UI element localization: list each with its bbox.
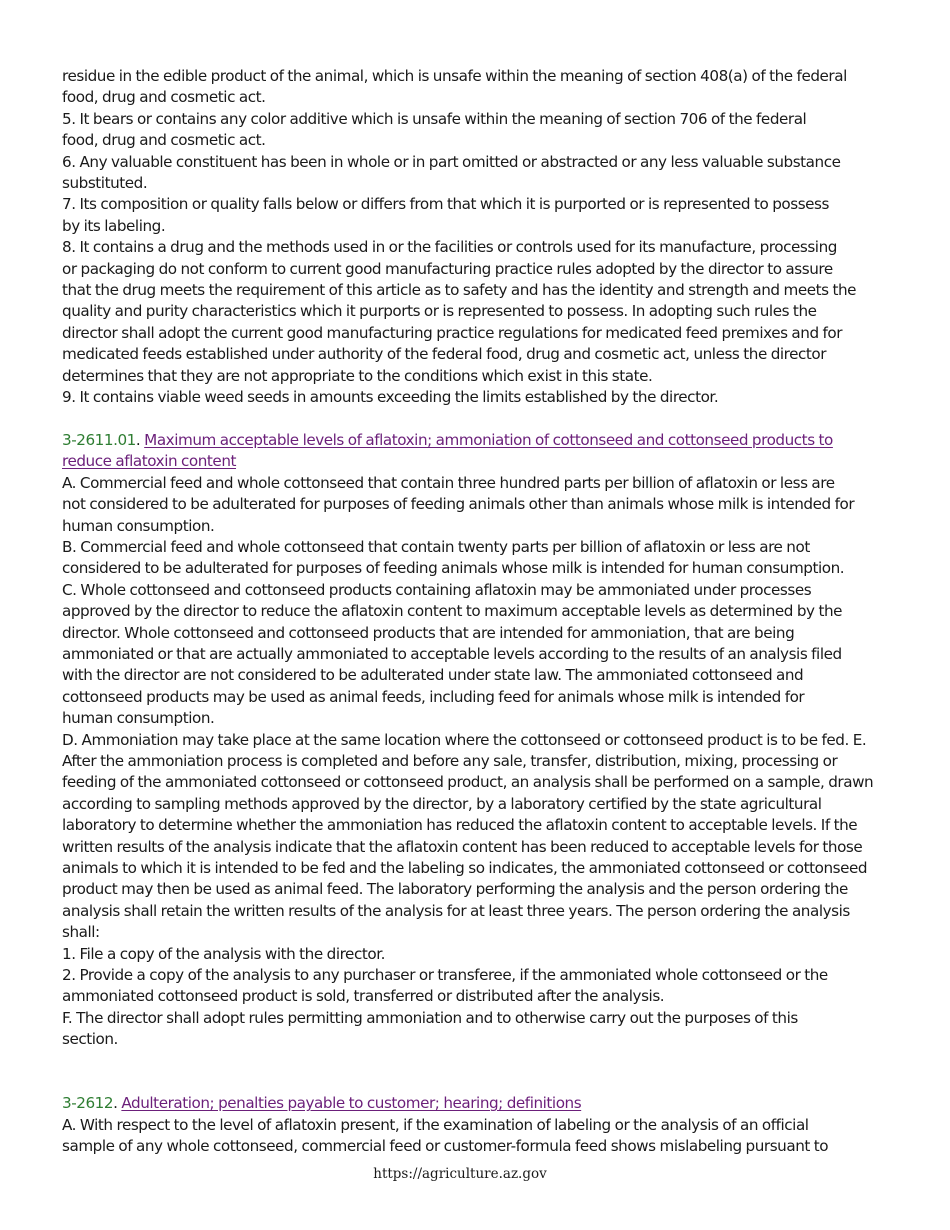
text-line: considered to be adulterated for purposes of feeding animals whose milk is intended for human consumption. [62, 559, 845, 578]
text-line: A. Commercial feed and whole cottonseed that contain three hundred parts per billion of aflatoxin or less are [62, 473, 835, 492]
text-line: F. The director shall adopt rules permitting ammoniation and to otherwise carry out the purposes of this [62, 1008, 798, 1027]
paragraph-gap [62, 1051, 892, 1094]
text-line: D. Ammoniation may take place at the same location where the cottonseed or cottonseed product is to be fed. E. [62, 730, 867, 749]
footer-url: https://agriculture.az.gov [373, 1166, 547, 1182]
section-title-link[interactable]: reduce aflatoxin content [62, 452, 237, 471]
section-3-2611-01 [62, 430, 892, 1051]
paragraph-gap [62, 409, 892, 430]
text-line: product may then be used as animal feed. The laboratory performing the analysis and the person ordering the [62, 880, 848, 899]
text-line: A. With respect to the level of aflatoxin present, if the examination of labeling or the analysis of an official [62, 1115, 809, 1134]
text-line: 1. File a copy of the analysis with the director. [62, 944, 385, 963]
text-line: written results of the analysis indicate that the aflatoxin content has been reduced to acceptable levels for those [62, 837, 863, 856]
text-line: director. Whole cottonseed and cottonseed products that are intended for ammoniation, that are being [62, 623, 795, 642]
text-line: substituted. [62, 174, 148, 193]
text-line: not considered to be adulterated for purposes of feeding animals other than animals whose milk is intended for [62, 495, 855, 514]
section-separator: . [135, 430, 145, 449]
text-line: cottonseed products may be used as animal feeds, including feed for animals whose milk is intended for [62, 687, 805, 706]
section-title-link[interactable]: Maximum acceptable levels of aflatoxin; ammoniation of cottonseed and cottonseed products to [144, 430, 833, 449]
text-line: by its labeling. [62, 216, 166, 235]
document-page [62, 66, 892, 1158]
text-line: 6. Any valuable constituent has been in whole or in part omitted or abstracted or any less valuable substance [62, 152, 841, 171]
section-3-2612 [62, 1093, 892, 1157]
text-line: according to sampling methods approved by the director, by a laboratory certified by the state agricultural [62, 794, 822, 813]
text-line: medicated feeds established under authority of the federal food, drug and cosmetic act, unless the director [62, 345, 827, 364]
section-number: 3-2612 [62, 1094, 114, 1113]
text-line: C. Whole cottonseed and cottonseed products containing aflatoxin may be ammoniated under processes [62, 580, 812, 599]
text-line: food, drug and cosmetic act. [62, 131, 266, 150]
text-line: residue in the edible product of the animal, which is unsafe within the meaning of section 408(a) of the federal [62, 67, 847, 85]
text-line: laboratory to determine whether the ammoniation has reduced the aflatoxin content to acceptable levels. If the [62, 816, 858, 835]
text-line: analysis shall retain the written results of the analysis for at least three years. The person ordering the analysis [62, 901, 850, 920]
text-line: human consumption. [62, 516, 215, 535]
text-line: 7. Its composition or quality falls below or differs from that which it is purported or is represented to possess [62, 195, 829, 214]
text-line: 9. It contains viable weed seeds in amounts exceeding the limits established by the director. [62, 388, 719, 407]
text-line: animals to which it is intended to be fed and the labeling so indicates, the ammoniated cottonseed or cottonseed [62, 859, 868, 878]
text-line: feeding of the ammoniated cottonseed or cottonseed product, an analysis shall be performed on a sample, drawn [62, 773, 874, 792]
text-line: human consumption. [62, 709, 215, 728]
text-line: 5. It bears or contains any color additive which is unsafe within the meaning of section 706 of the federal [62, 109, 807, 128]
section-heading [62, 1093, 892, 1114]
text-line: food, drug and cosmetic act. [62, 88, 266, 107]
text-line: approved by the director to reduce the aflatoxin content to maximum acceptable levels as determined by the [62, 602, 843, 621]
text-line: that the drug meets the requirement of this article as to safety and has the identity and strength and meets the [62, 281, 857, 300]
text-line: sample of any whole cottonseed, commercial feed or customer-formula feed shows mislabeling pursuant to [62, 1137, 829, 1156]
section-heading [62, 430, 892, 451]
text-line: After the ammoniation process is completed and before any sale, transfer, distribution, mixing, processing or [62, 751, 838, 770]
section-heading-cont [62, 451, 892, 472]
text-line: or packaging do not conform to current good manufacturing practice rules adopted by the director to assure [62, 259, 833, 278]
text-line: ammoniated cottonseed product is sold, transferred or distributed after the analysis. [62, 987, 665, 1006]
intro-text [62, 66, 892, 409]
section-title-link[interactable]: Adulteration; penalties payable to customer; hearing; definitions [121, 1094, 582, 1113]
text-line: quality and purity characteristics which it purports or is represented to possess. In adopting such rules the [62, 302, 817, 321]
text-line: 2. Provide a copy of the analysis to any purchaser or transferee, if the ammoniated whole cottonseed or the [62, 966, 828, 985]
text-line: 8. It contains a drug and the methods used in or the facilities or controls used for its manufacture, processing [62, 238, 837, 257]
text-line: determines that they are not appropriate to the conditions which exist in this state. [62, 366, 653, 385]
section-number: 3-2611.01 [62, 430, 136, 449]
text-line: with the director are not considered to be adulterated under state law. The ammoniated cottonseed and [62, 666, 804, 685]
text-line: director shall adopt the current good manufacturing practice regulations for medicated feed premixes and for [62, 323, 843, 342]
text-line: ammoniated or that are actually ammoniated to acceptable levels according to the results of an analysis filed [62, 644, 842, 663]
text-line: section. [62, 1030, 118, 1049]
text-line: shall: [62, 923, 100, 942]
text-line: B. Commercial feed and whole cottonseed that contain twenty parts per billion of aflatoxin or less are not [62, 537, 810, 556]
section-separator: . [113, 1094, 122, 1113]
